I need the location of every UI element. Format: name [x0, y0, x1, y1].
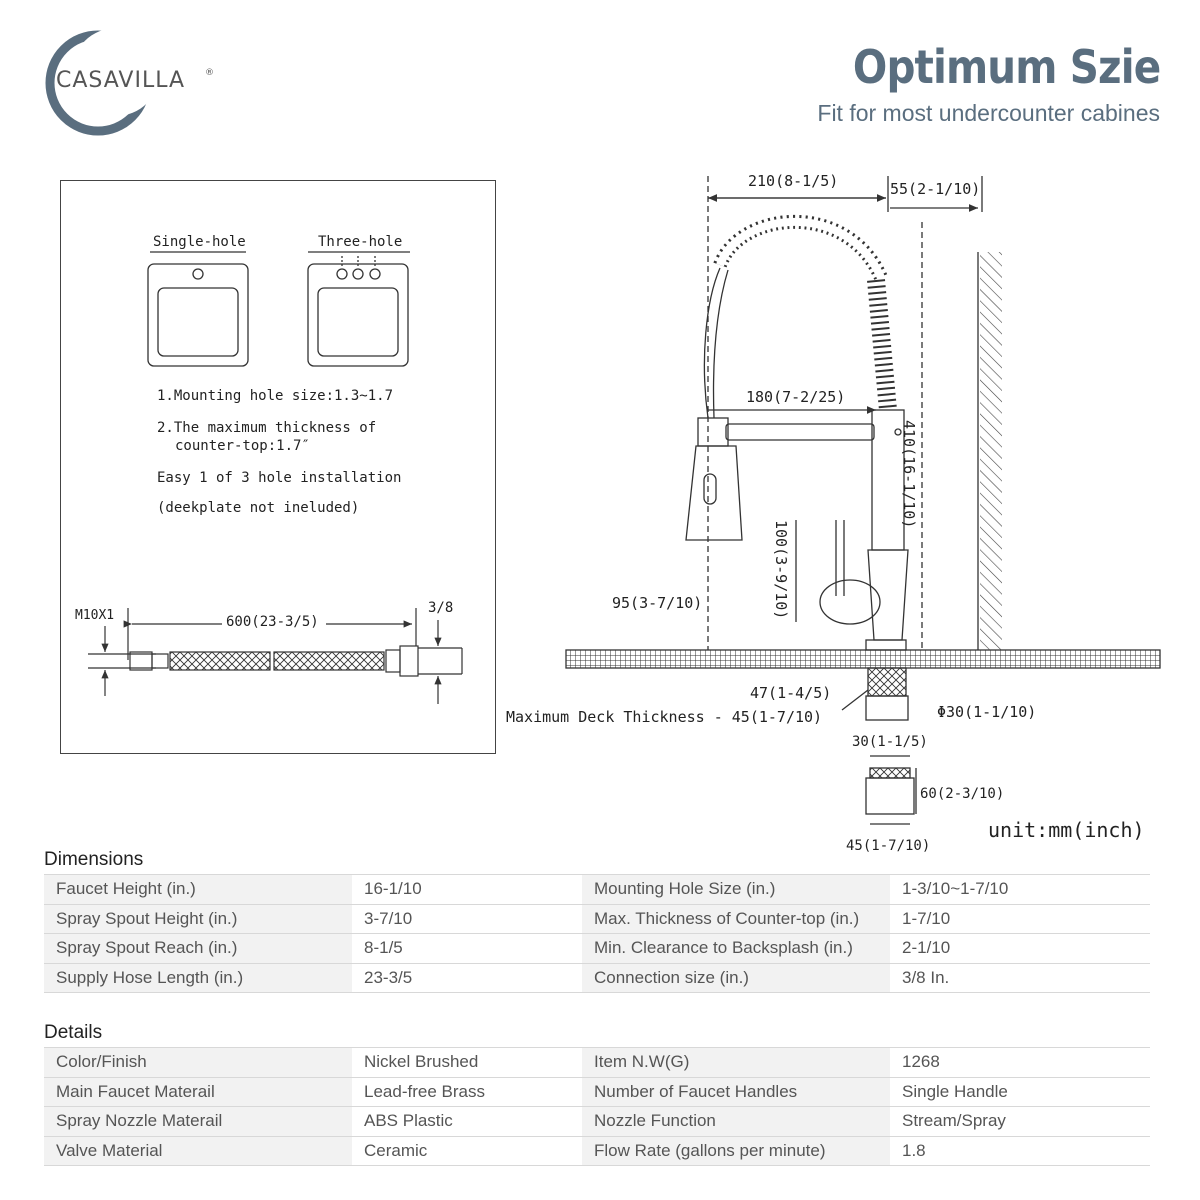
dimensions-title: Dimensions	[44, 849, 144, 870]
deck-thickness-dimension: Maximum Deck Thickness - 45(1-7/10)	[506, 708, 823, 726]
spec-key: Spray Nozzle Materail	[44, 1107, 352, 1137]
mounting-note-2b: counter-top:1.7″	[175, 438, 310, 454]
table-row	[44, 1048, 1150, 1078]
unit-label: unit:mm(inch)	[988, 818, 1145, 842]
spec-key: Nozzle Function	[582, 1107, 890, 1137]
page-subtitle: Fit for most undercounter cabines	[817, 100, 1160, 126]
spec-key: Main Faucet Materail	[44, 1077, 352, 1107]
spec-key: Max. Thickness of Counter-top (in.)	[582, 904, 890, 934]
table-row	[44, 904, 1150, 934]
height-dimension: 410(16-1/10)	[900, 420, 918, 529]
spec-key: Flow Rate (gallons per minute)	[582, 1136, 890, 1166]
shank-diameter-dimension: Φ30(1-1/10)	[937, 703, 1037, 721]
spec-value: 8-1/5	[352, 934, 582, 964]
spec-value: Nickel Brushed	[352, 1048, 582, 1078]
spec-key: Min. Clearance to Backsplash (in.)	[582, 934, 890, 964]
spec-value: 1.8	[890, 1136, 1150, 1166]
spec-key: Color/Finish	[44, 1048, 352, 1078]
spec-value: Single Handle	[890, 1077, 1150, 1107]
spec-key: Item N.W(G)	[582, 1048, 890, 1078]
table-row	[44, 1077, 1150, 1107]
three-hole-label: Three-hole	[318, 234, 403, 250]
spec-value: Ceramic	[352, 1136, 582, 1166]
spec-value: ABS Plastic	[352, 1107, 582, 1137]
nut-bottom-dimension: 45(1-7/10)	[846, 838, 931, 854]
hose-thread-label: M10X1	[75, 608, 115, 623]
spec-value: Lead-free Brass	[352, 1077, 582, 1107]
spec-key: Supply Hose Length (in.)	[44, 963, 352, 993]
table-row	[44, 934, 1150, 964]
details-title: Details	[44, 1022, 103, 1043]
spec-value: 16-1/10	[352, 875, 582, 905]
table-row	[44, 875, 1150, 905]
reach-dimension: 210(8-1/5)	[748, 172, 839, 190]
mounting-note-2a: 2.The maximum thickness of	[157, 420, 377, 436]
table-row	[44, 963, 1150, 993]
brand-name: CASAVILLA	[56, 68, 186, 93]
backsplash-dimension: 55(2-1/10)	[890, 180, 981, 198]
three-hole-sink-icon	[308, 252, 410, 366]
spec-value: 23-3/5	[352, 963, 582, 993]
hose-length-label: 600(23-3/5)	[226, 614, 319, 630]
single-hole-sink-icon	[148, 252, 248, 366]
spec-key: Spray Spout Reach (in.)	[44, 934, 352, 964]
handle-height-dimension: 100(3-9/10)	[772, 520, 790, 620]
spec-value: 1-3/10~1-7/10	[890, 875, 1150, 905]
brand-registered: ®	[205, 68, 214, 78]
nut-top-dimension: 30(1-1/5)	[852, 734, 928, 750]
nut-height-dimension: 60(2-3/10)	[920, 786, 1005, 802]
table-row	[44, 1136, 1150, 1166]
single-hole-label: Single-hole	[153, 234, 246, 250]
spec-value: 3/8 In.	[890, 963, 1150, 993]
dimensions-table	[44, 874, 1150, 993]
spec-key: Valve Material	[44, 1136, 352, 1166]
spec-key: Number of Faucet Handles	[582, 1077, 890, 1107]
spec-value: 2-1/10	[890, 934, 1150, 964]
details-table	[44, 1047, 1150, 1166]
spec-key: Faucet Height (in.)	[44, 875, 352, 905]
spec-value: 3-7/10	[352, 904, 582, 934]
base-diameter-dimension: 47(1-4/5)	[750, 684, 832, 702]
mounting-note-4: (deekplate not ineluded)	[157, 500, 360, 516]
mounting-note-3: Easy 1 of 3 hole installation	[157, 470, 402, 486]
spout-reach-dimension: 180(7-2/25)	[746, 388, 846, 406]
mounting-note-1: 1.Mounting hole size:1.3~1.7	[157, 388, 394, 404]
spec-value: Stream/Spray	[890, 1107, 1150, 1137]
faucet-drawing	[566, 176, 1160, 824]
page-title: Optimum Szie	[852, 40, 1160, 94]
spray-height-dimension: 95(3-7/10)	[612, 594, 703, 612]
spec-key: Spray Spout Height (in.)	[44, 904, 352, 934]
spec-key: Connection size (in.)	[582, 963, 890, 993]
spec-value: 1-7/10	[890, 904, 1150, 934]
table-row	[44, 1107, 1150, 1137]
spec-key: Mounting Hole Size (in.)	[582, 875, 890, 905]
hose-connector-label: 3/8	[428, 600, 454, 616]
spec-value: 1268	[890, 1048, 1150, 1078]
